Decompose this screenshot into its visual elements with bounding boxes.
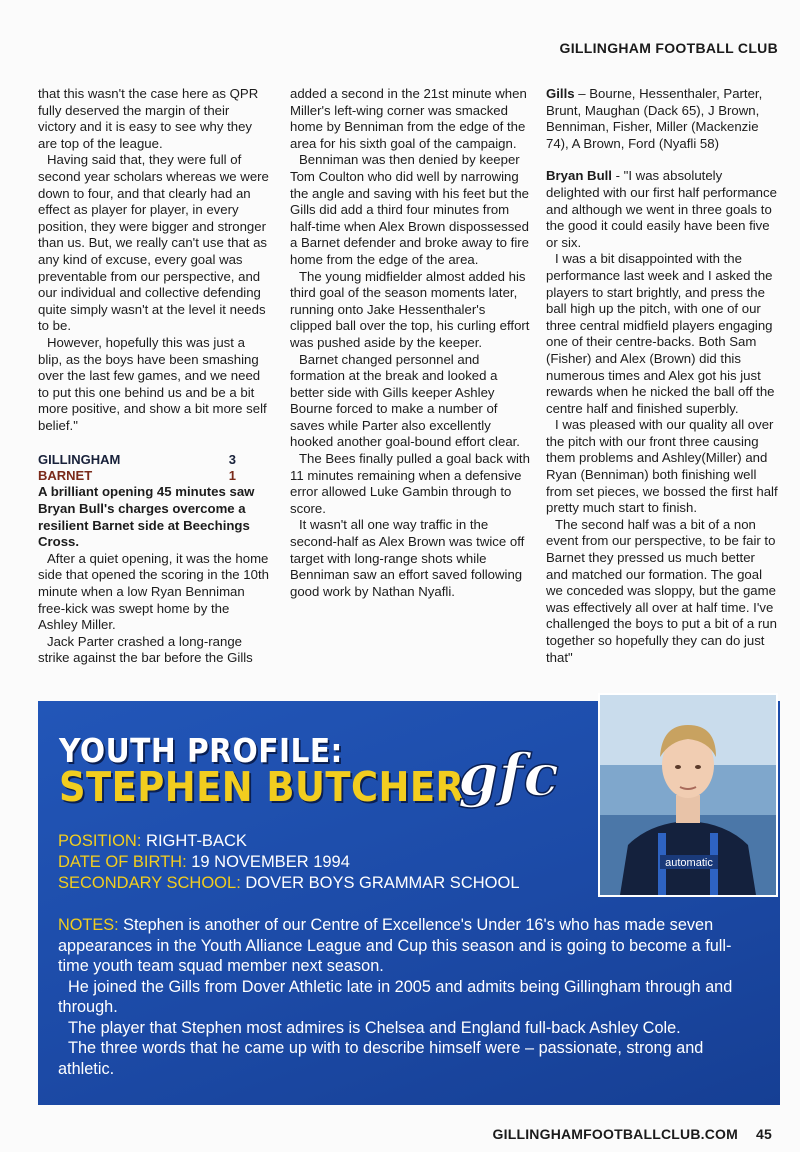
player-photo-image	[600, 695, 776, 895]
quote-text: - "I was absolutely delighted with our first half performance and although we went in three goals to the good it could easily have been five or six.	[546, 168, 777, 250]
lineup-text: – Bourne, Hessenthaler, Parter, Brunt, Maughan (Dack 65), J Brown, Benniman, Fisher, Miller (Mackenzie 74), A Brown, Ford (Nyafli 58)	[546, 86, 763, 151]
article-column-2	[290, 86, 530, 600]
notes-paragraph	[58, 915, 758, 977]
quote-speaker: Bryan Bull	[546, 168, 612, 184]
paragraph: Barnet changed personnel and formation at the break and looked a better side with Gills keeper Ashley Bourne forced to make a number of saves while Parter also excellently hooked another goal-bound effort clear.	[290, 351, 520, 450]
lineup-label: Gills	[546, 86, 575, 101]
paragraph: I was pleased with our quality all over the pitch with our front three causing them problems and Ashley(Miller) and Ryan (Benniman) both finishing well from set pieces, we bossed the first half pretty much start to finish.	[546, 417, 778, 516]
running-header: GILLINGHAM FOOTBALL CLUB	[559, 40, 778, 56]
gfc-logo	[450, 733, 562, 819]
player-facts	[58, 831, 520, 894]
team-name: GILLINGHAM	[38, 452, 121, 468]
fact-label: DATE OF BIRTH:	[58, 853, 187, 871]
page-footer	[493, 1126, 772, 1142]
fact-label: POSITION:	[58, 832, 142, 850]
paragraph: that this wasn't the case here as QPR fully deserved the margin of their victory and it is easy to see why they are top of the league.	[38, 86, 259, 151]
footer-website: GILLINGHAMFOOTBALLCLUB.COM	[492, 1126, 739, 1142]
article-column-1	[38, 86, 270, 667]
paragraph: added a second in the 21st minute when Miller's left-wing corner was smacked home by Benniman from the edge of the area for his sixth goal of the campaign.	[290, 86, 527, 151]
paragraph: However, hopefully this was just a blip, as the boys have been smashing over the last few games, and we need to put this one behind us and be a bit more positive, and show a bit more self belief."	[38, 334, 267, 433]
fact-value: DOVER BOYS GRAMMAR SCHOOL	[240, 874, 520, 892]
paragraph: The second half was a bit of a non event from our perspective, to be fair to Barnet they pressed us much better and matched our formation. The goal we conceded was sloppy, but the game was effectively all over at half time. I've challenged the boys to put a bit of a run together so hopefully they can do just that"	[546, 516, 777, 665]
team-goals: 3	[228, 452, 236, 468]
notes-label: NOTES:	[58, 916, 119, 934]
youth-profile-box	[38, 701, 780, 1105]
gfc-logo-text: gfc	[458, 741, 559, 809]
notes-paragraph: The three words that he came up with to describe himself were – passionate, strong and athletic.	[58, 1039, 704, 1078]
match-report-lead: A brilliant opening 45 minutes saw Bryan Bull's charges overcome a resilient Barnet side at Beechings Cross.	[38, 484, 255, 550]
shirt-sponsor: automatic	[665, 857, 713, 869]
paragraph: Having said that, they were full of second year scholars whereas we were down to four, and that clearly had an effect as player for player, in every position, they were bigger and stronger than us. But, we really can't use that as any kind of excuse, every goal was preventable from our perspective, and our individual and collective defending quite simply wasn't at the level it needs to be.	[38, 152, 269, 334]
notes-paragraph: He joined the Gills from Dover Athletic late in 2005 and admits being Gillingham through and through.	[58, 977, 733, 1016]
paragraph: It wasn't all one way traffic in the second-half as Alex Brown was twice off target with long-range shots while Benniman saw an effort saved following good work by Nathan Nyafli.	[290, 517, 525, 599]
paragraph: The young midfielder almost added his third goal of the season moments later, running onto Jake Hessenthaler's clipped ball over the top, his curling effort was pushed aside by the keeper.	[290, 268, 530, 350]
paragraph: Jack Parter crashed a long-range strike against the bar before the Gills	[38, 633, 253, 666]
article-column-3	[546, 86, 778, 666]
paragraph: Benniman was then denied by keeper Tom Coulton who did well by narrowing the angle and saving with his feet but the Gills did add a third four minutes from half-time when Alex Brown dispossessed a Barnet defender and broke away to fire home from the edge of the area.	[290, 152, 530, 267]
team-goals: 1	[228, 468, 236, 484]
player-notes	[58, 915, 758, 1079]
paragraph: The Bees finally pulled a goal back with 11 minutes remaining when a defensive error allowed Luke Gambin through to score.	[290, 451, 530, 516]
manager-quote	[546, 168, 778, 251]
profile-title: YOUTH PROFILE:	[59, 731, 343, 770]
page-number: 45	[756, 1126, 772, 1142]
fact-value: 19 NOVEMBER 1994	[186, 853, 350, 871]
team-name: BARNET	[38, 468, 93, 484]
score-row-away	[38, 468, 236, 484]
fact-label: SECONDARY SCHOOL:	[58, 874, 241, 892]
profile-player-name: STEPHEN BUTCHER	[59, 763, 465, 811]
fact-position	[58, 831, 520, 852]
match-score	[38, 452, 236, 484]
score-row-home	[38, 452, 236, 468]
notes-text: Stephen is another of our Centre of Excellence's Under 16's who has made seven appearances in the Youth Alliance League and Cup this season and is going to become a full-time youth team squad member next season.	[58, 916, 732, 975]
paragraph: I was a bit disappointed with the performance last week and I asked the players to start brightly, and press the ball high up the pitch, with one of our three central midfield players engaging one of their centre-backs. Both Sam (Fisher) and Alex (Brown) did this numerous times and Alex got his just rewards when he nicked the ball off the centre half and finished superbly.	[546, 251, 775, 416]
team-lineup	[546, 86, 778, 152]
fact-value: RIGHT-BACK	[141, 832, 247, 850]
fact-date-of-birth	[58, 852, 520, 873]
fact-secondary-school	[58, 873, 520, 894]
paragraph: After a quiet opening, it was the home side that opened the scoring in the 10th minute when a low Ryan Benniman free-kick was swept home by the Ashley Miller.	[38, 550, 269, 633]
notes-paragraph: The player that Stephen most admires is Chelsea and England full-back Ashley Cole.	[68, 1018, 681, 1037]
player-photo	[598, 693, 778, 897]
